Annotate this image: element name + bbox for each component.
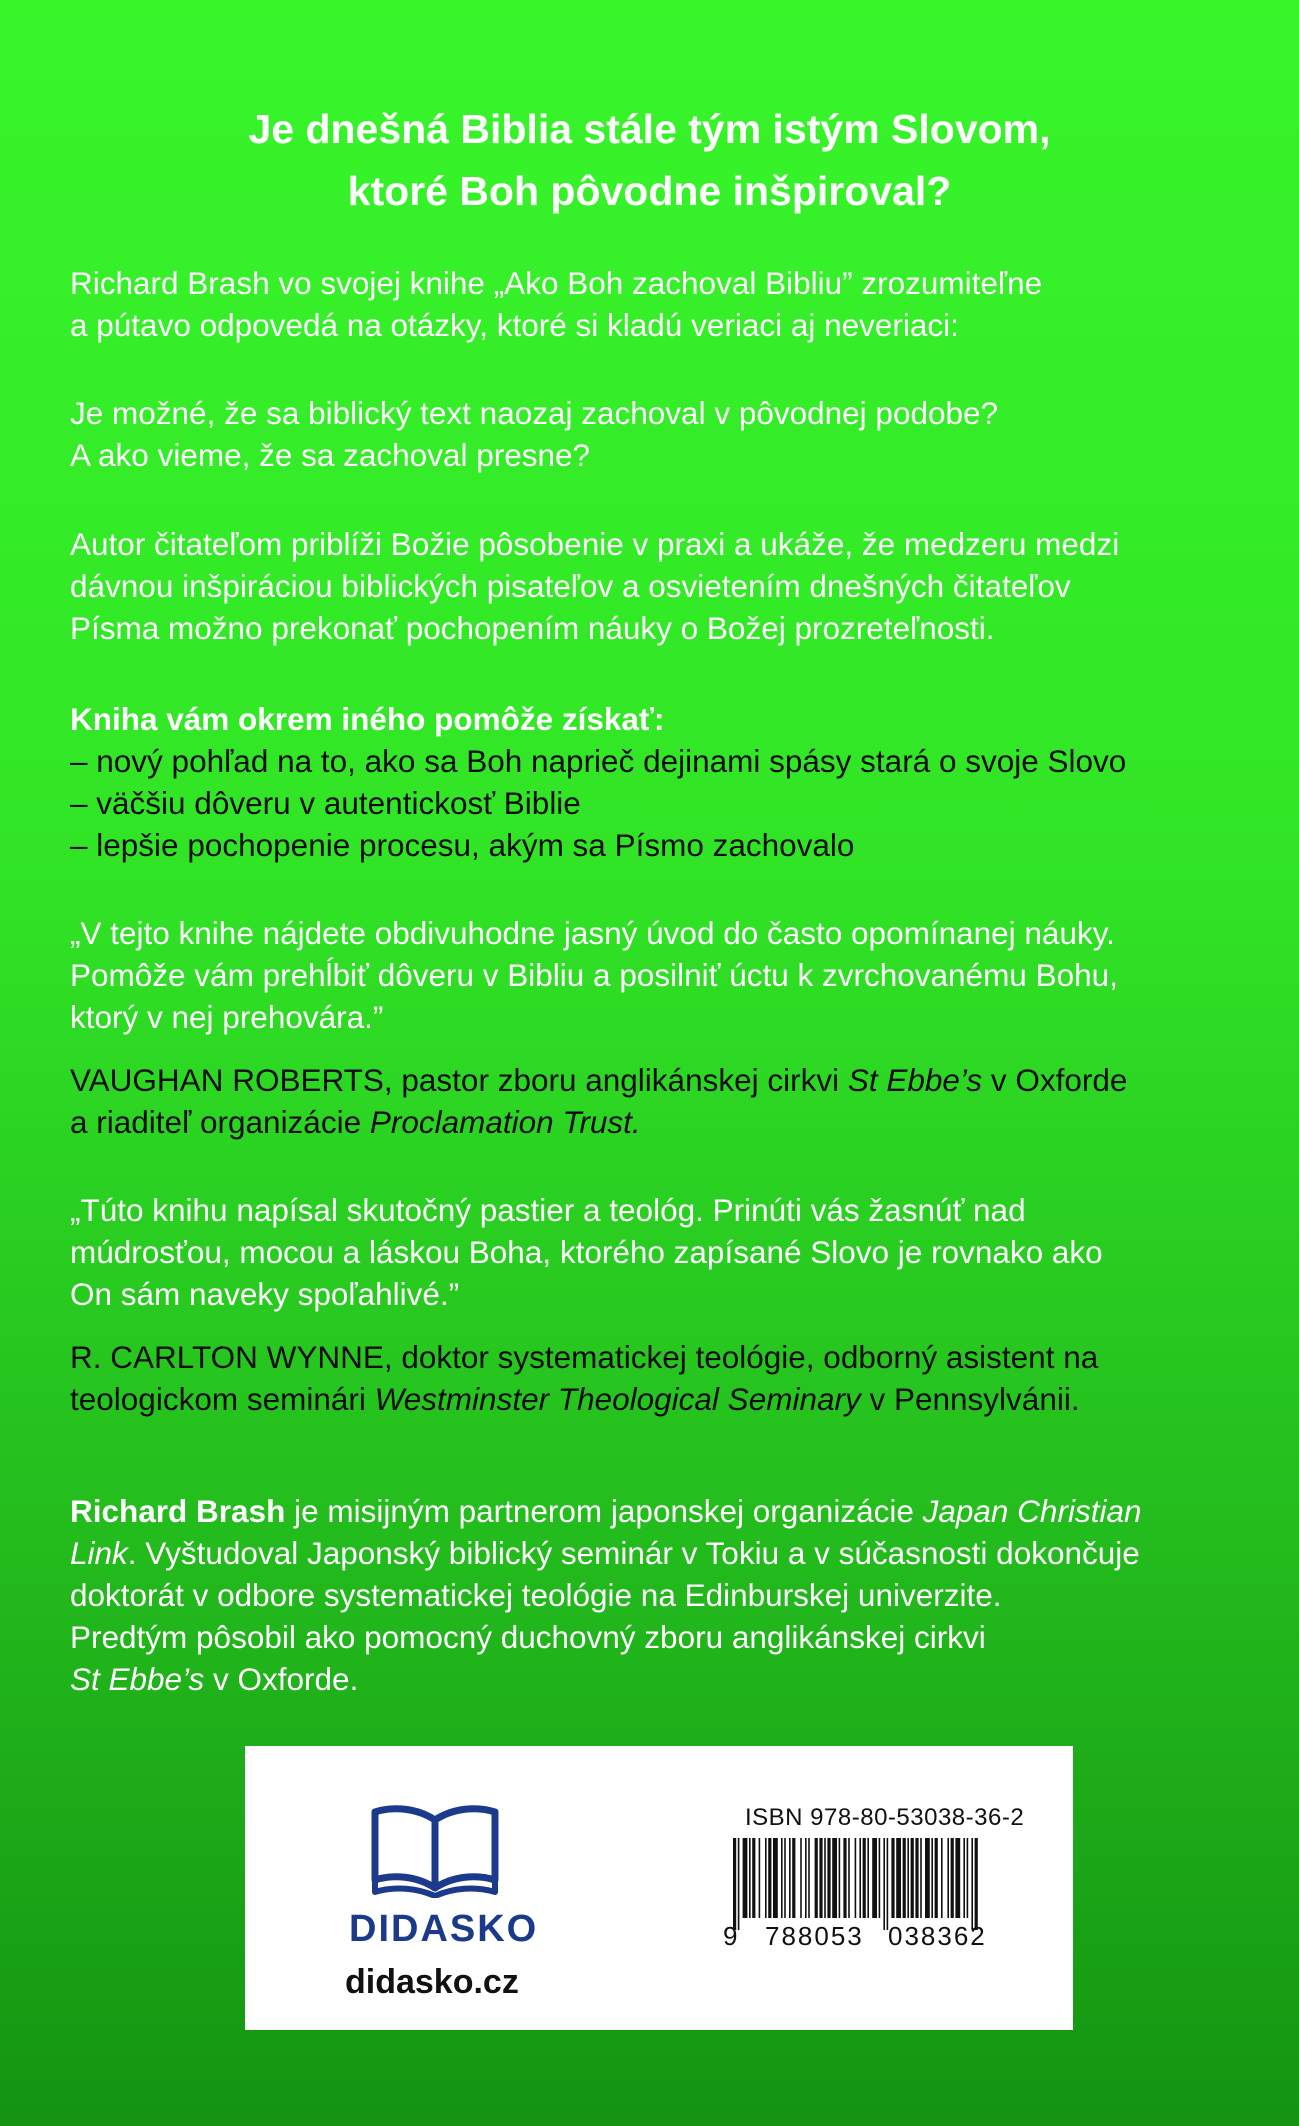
barcode-bar [920, 1838, 922, 1918]
barcode-bar [883, 1838, 885, 1930]
attribution-line [70, 1059, 1250, 1101]
attribution-text: teologickom seminári [70, 1381, 375, 1417]
barcode-bar [765, 1838, 767, 1918]
bio-line [70, 1658, 1250, 1700]
barcode-bar [931, 1838, 933, 1918]
barcode-bar [903, 1838, 906, 1918]
attribution-text: VAUGHAN ROBERTS, pastor zboru anglikánskej cirkvi [70, 1062, 848, 1098]
publisher-box [245, 1746, 1073, 2030]
endorsement-attribution-wynne [70, 1336, 1250, 1420]
quote-line: ktorý v nej prehovára.” [70, 999, 384, 1035]
isbn-label: ISBN 978-80-53038-36-2 [745, 1804, 1025, 1831]
organization-name: Japan Christian [922, 1493, 1142, 1529]
church-name: St Ebbe’s [847, 1062, 983, 1098]
barcode-bar [808, 1838, 810, 1918]
organization-name: Link [70, 1535, 128, 1571]
barcode-bar [967, 1838, 969, 1918]
bio-text: je misijným partnerom japonskej organizácie [285, 1493, 923, 1529]
barcode-bar [947, 1838, 949, 1918]
barcode-bar [872, 1838, 877, 1918]
barcode-bar [784, 1838, 786, 1918]
barcode-bar [800, 1838, 802, 1918]
headline-line: ktoré Boh pôvodne inšpiroval? [347, 168, 952, 214]
barcode-digits-left: 788053 [765, 1921, 864, 1951]
benefits-heading: Kniha vám okrem iného pomôže získať: [70, 701, 665, 737]
barcode-bar [907, 1838, 909, 1918]
author-intro-line: dávnou inšpiráciou biblických pisateľov a osvietením dnešných čitateľov [70, 568, 1071, 604]
barcode-bar [815, 1838, 818, 1918]
attribution-line [70, 1101, 1250, 1143]
quote-line: „Túto knihu napísal skutočný pastier a teológ. Prinúti vás žasnúť nad [70, 1192, 1026, 1228]
benefit-item: – väčšiu dôveru v autentickosť Biblie [70, 785, 581, 821]
barcode-bar [773, 1838, 778, 1918]
benefit-item: – nový pohľad na to, ako sa Boh naprieč dejinami spásy stará o svoje Slovo [70, 743, 1127, 779]
endorsement-quote-roberts [70, 912, 1250, 1038]
bio-text: . Vyštudoval Japonský biblický seminár v Tokiu a v súčasnosti dokončuje [127, 1535, 1140, 1571]
quote-line: On sám naveky spoľahlivé.” [70, 1276, 460, 1312]
question-line: Je možné, že sa biblický text naozaj zachoval v pôvodnej podobe? [70, 395, 999, 431]
barcode-bar [768, 1838, 771, 1918]
barcode-bar [879, 1838, 881, 1918]
bio-line [70, 1532, 1250, 1574]
question-line: A ako vieme, že sa zachoval presne? [70, 437, 591, 473]
author-intro-line: Autor čitateľom priblíži Božie pôsobenie v praxi a ukáže, že medzeru medzi [70, 526, 1120, 562]
barcode-bar [935, 1838, 938, 1918]
endorsement-quote-wynne [70, 1189, 1250, 1315]
barcode-bar [955, 1838, 960, 1918]
barcode-bar [925, 1838, 930, 1918]
benefit-item: – lepšie pochopenie procesu, akým sa Písmo zachovalo [70, 827, 855, 863]
publisher-logo-text: DIDASKO [349, 1908, 539, 1950]
barcode-bar [863, 1838, 866, 1918]
barcode-bar [843, 1838, 846, 1918]
endorsement-attribution-roberts [70, 1059, 1250, 1143]
church-name: St Ebbe’s [70, 1661, 205, 1697]
author-bio [70, 1490, 1250, 1700]
barcode-bar [855, 1838, 857, 1918]
barcode-bar [859, 1838, 861, 1918]
intro-line: a pútavo odpovedá na otázky, ktoré si kladú veriaci aj neveriaci: [70, 307, 959, 343]
intro-paragraph [70, 262, 1250, 346]
barcode-bar [738, 1838, 740, 1930]
barcode-bar [891, 1838, 894, 1918]
barcode-bar [887, 1838, 889, 1930]
barcode-bar [749, 1838, 751, 1918]
quote-line: „V tejto knihe nájdete obdivuhodne jasný úvod do často opomínanej náuky. [70, 915, 1115, 951]
quote-line: múdrosťou, mocou a láskou Boha, ktorého zapísané Slovo je rovnako ako [70, 1234, 1103, 1270]
barcode-bar [975, 1838, 978, 1930]
bio-line [70, 1490, 1250, 1532]
barcode-bar [971, 1838, 973, 1930]
barcode-bar [896, 1838, 901, 1918]
barcode-bar [759, 1838, 761, 1918]
barcode [731, 1838, 981, 1930]
barcode-bar [839, 1838, 841, 1918]
benefits-list [70, 698, 1250, 866]
barcode-bar [733, 1838, 736, 1930]
barcode-digits-right: 038362 [888, 1921, 987, 1951]
author-intro-line: Písma možno prekonať pochopením náuky o Božej prozreteľnosti. [70, 610, 995, 646]
publisher-url[interactable]: didasko.cz [345, 1963, 519, 2001]
barcode-bar [792, 1838, 795, 1918]
organization-name: Proclamation Trust. [369, 1104, 641, 1140]
bio-text: v Oxforde. [204, 1661, 359, 1697]
headline [0, 98, 1299, 222]
quote-line: Pomôže vám prehĺbiť dôveru v Bibliu a posilniť úctu k zvrchovanému Bohu, [70, 957, 1118, 993]
barcode-bar [941, 1838, 943, 1918]
author-intro-paragraph [70, 523, 1250, 649]
barcode-bar [743, 1838, 748, 1918]
barcode-bar [832, 1838, 837, 1918]
bio-line: Predtým pôsobil ako pomocný duchovný zboru anglikánskej cirkvi [70, 1619, 986, 1655]
attribution-line: R. CARLTON WYNNE, doktor systematickej teológie, odborný asistent na [70, 1339, 1099, 1375]
barcode-bar [911, 1838, 914, 1918]
barcode-bar [867, 1838, 869, 1918]
open-book-icon [365, 1798, 505, 1898]
barcode-digit-first: 9 [723, 1921, 738, 1951]
barcode-bar [805, 1838, 807, 1918]
intro-line: Richard Brash vo svojej knihe „Ako Boh zachoval Bibliu” zrozumiteľne [70, 265, 1043, 301]
attribution-line [70, 1378, 1250, 1420]
headline-line: Je dnešná Biblia stále tým istým Slovom, [248, 106, 1051, 152]
barcode-bar [827, 1838, 830, 1918]
barcode-bar [819, 1838, 822, 1918]
barcode-bar [789, 1838, 791, 1918]
barcode-bar [824, 1838, 826, 1918]
barcode-bar [781, 1838, 783, 1918]
seminary-name: Westminster Theological Seminary [374, 1381, 861, 1417]
attribution-text: a riaditeľ organizácie [70, 1104, 370, 1140]
attribution-text: v Pennsylvánii. [860, 1381, 1080, 1417]
barcode-bar [963, 1838, 965, 1918]
barcode-bar [951, 1838, 954, 1918]
barcode-bar [752, 1838, 755, 1918]
barcode-bar [848, 1838, 850, 1918]
author-name: Richard Brash [70, 1493, 286, 1529]
bio-line: doktorát v odbore systematickej teológie na Edinburskej univerzite. [70, 1577, 1002, 1613]
barcode-bar [915, 1838, 918, 1918]
attribution-text: v Oxforde [982, 1062, 1128, 1098]
question-paragraph [70, 392, 1250, 476]
